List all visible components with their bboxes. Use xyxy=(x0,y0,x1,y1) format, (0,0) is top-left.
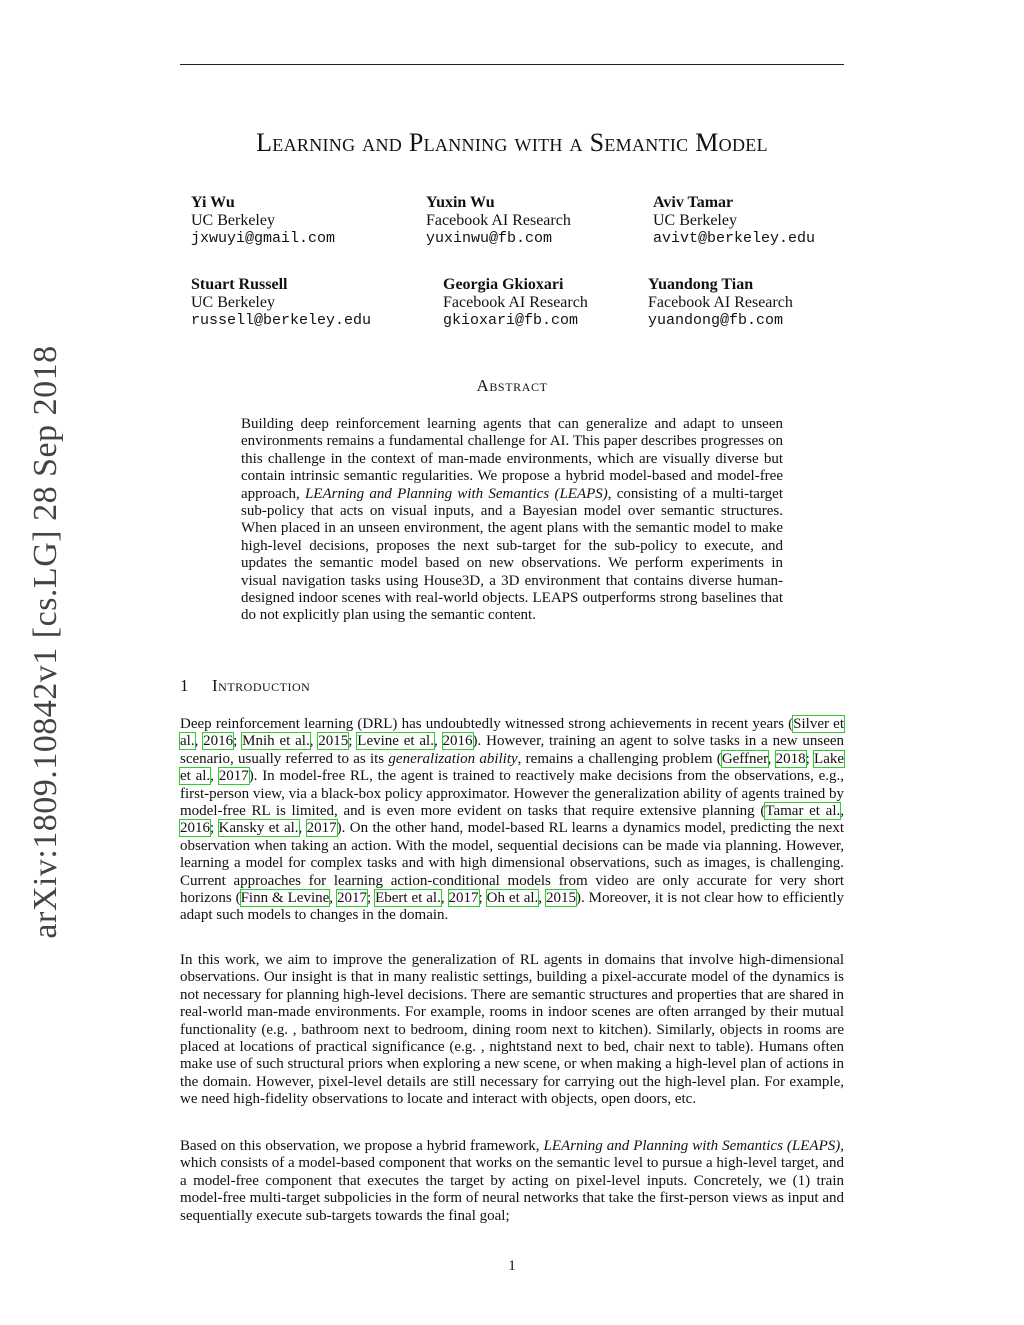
author-affiliation: UC Berkeley xyxy=(191,212,275,229)
citation-separator: ; xyxy=(805,750,815,767)
paragraph-text: ). However, training an agent to solve tasks in a new unseen scenario, usually referred to as its xyxy=(180,733,845,767)
author-block xyxy=(648,276,793,330)
author-block xyxy=(426,194,571,248)
author-name: Yi Wu xyxy=(191,194,235,211)
citation-link[interactable]: 2016 xyxy=(180,820,210,837)
section-number: 1 xyxy=(180,676,189,695)
author-block xyxy=(653,194,815,248)
paragraph: In this work, we aim to improve the generalization of RL agents in domains that involve high-dimensional observations. Our insight is that in many realistic settings, building a pixel-accurate model of the dynamics is not necessary for planning high-level decisions. There are semantic structures and properties that are shared in real-world man-made environments. For example, rooms in indoor scenes are often arranged by their mutual functionality (e.g. , bathroom next to bedroom, dining room next to kitchen). Similarly, objects in rooms are placed at locations of practical significance (e.g. , nightstand next to bed, chair next to table). Humans often make use of such structural priors when exploring a new scene, or when making a high-level plan of actions in the domain. However, pixel-level details are still necessary for carrying out the high-level plan. For example, we need high-fidelity observations to locate and interact with objects, open doors, etc. xyxy=(180,952,844,1108)
author-affiliation: Facebook AI Research xyxy=(426,212,571,229)
citation-link[interactable]: Tamar et al. xyxy=(765,803,841,820)
abstract-heading: Abstract xyxy=(476,376,548,395)
paragraph-text: ). Moreover, it is not clear how to efficiently adapt such models to changes in the domain. xyxy=(180,890,844,924)
top-rule xyxy=(180,64,844,65)
abstract-body xyxy=(241,416,783,625)
author-affiliation: Facebook AI Research xyxy=(443,294,588,311)
author-email[interactable]: russell@berkeley.edu xyxy=(191,312,372,329)
author-email[interactable]: yuandong@fb.com xyxy=(648,312,784,329)
citation-link[interactable]: 2017 xyxy=(448,890,479,907)
citation-link[interactable]: 2017 xyxy=(218,768,249,785)
citation-link[interactable]: Oh et al. xyxy=(486,890,539,907)
author-email[interactable]: gkioxari@fb.com xyxy=(443,312,579,329)
author-block xyxy=(443,276,588,330)
citation-link[interactable]: Lake et al. xyxy=(180,750,845,785)
citation-separator: ; xyxy=(366,890,376,907)
author-email[interactable]: jxwuyi@gmail.com xyxy=(191,230,336,247)
section-title: Introduction xyxy=(212,676,311,695)
citation-link[interactable]: 2015 xyxy=(545,890,576,907)
citation-link[interactable]: Levine et al. xyxy=(357,733,434,750)
paragraph-text: , which consists of a model-based component that works on the semantic level to pursue a high-level target, and a model-free component that executes the target by acting on pixel-level inputs. Concretely, we (1) train model-free multi-target subpolicies in the form of neural networks that take the first-person views as input and sequentially execute sub-targets towards the final goal; xyxy=(180,1138,844,1224)
abstract-method-name: LEArning and Planning with Semantics (LEAPS) xyxy=(304,485,608,502)
author-affiliation: UC Berkeley xyxy=(191,294,275,311)
section-heading xyxy=(180,676,310,696)
citation-link[interactable]: 2016 xyxy=(442,733,473,750)
emphasis-text: LEArning and Planning with Semantics (LEAPS) xyxy=(543,1138,841,1154)
paragraph-text: Deep reinforcement learning (DRL) has undoubtedly witnessed strong achievements in recent years ( xyxy=(180,716,794,732)
author-email[interactable]: yuxinwu@fb.com xyxy=(426,230,553,247)
abstract-text: Building deep reinforcement learning agents that can generalize and adapt to unseen environments remains a fundamental challenge for AI. This paper describes progresses on this challenge in the context of man-made environments, which are visually diverse but contain intrinsic semantic regularities. We propose a hybrid model-based and model-free approach, xyxy=(241,416,783,502)
abstract-text: , consisting of a multi-target sub-policy that acts on visual inputs, and a Bayesian model over semantic structures. When placed in an unseen environment, the agent plans with the semantic model to make high-level decisions, proposes the next sub-target for the sub-policy to execute, and updates the semantic model based on new observations. We perform experiments in visual navigation tasks using House3D, a 3D environment that contains diverse human-designed indoor scenes with real-world objects. LEAPS outperforms strong baselines that do not explicitly plan using the semantic content. xyxy=(241,485,783,624)
citation-link[interactable]: Ebert et al. xyxy=(375,890,441,907)
citation-link[interactable]: Kansky et al. xyxy=(218,820,299,837)
author-email[interactable]: avivt@berkeley.edu xyxy=(653,230,816,247)
citation-link[interactable]: 2015 xyxy=(318,733,349,750)
paragraph xyxy=(180,1138,844,1225)
author-affiliation: Facebook AI Research xyxy=(648,294,793,311)
author-name: Yuandong Tian xyxy=(648,276,754,293)
author-name: Aviv Tamar xyxy=(653,194,734,211)
author-block xyxy=(191,194,335,248)
citation-link[interactable]: Finn & Levine xyxy=(240,890,330,907)
citation-separator: ; xyxy=(233,733,243,750)
author-name: Yuxin Wu xyxy=(426,194,495,211)
paragraph-text: ). On the other hand, model-based RL learns a dynamics model, predicting the next observation when taking an action. With the model, sequential decisions can be made via planning. However, learning a model for complex tasks and with high dimensional observations, such as images, is challenging. Current approaches for learning action-conditional models from video are only accurate for very short horizons ( xyxy=(180,820,844,907)
author-name: Georgia Gkioxari xyxy=(443,276,564,293)
citation-link[interactable]: 2017 xyxy=(336,890,367,907)
citation-link[interactable]: 2018 xyxy=(775,750,806,767)
emphasis-text: generalization ability xyxy=(388,750,518,767)
page-number: 1 xyxy=(508,1258,516,1274)
paragraph: Deep reinforcement learning (DRL) has undoubtedly witnessed strong achievements in recent years (Silver et al., 2016; Mnih et al., 2015; Levine et al., 2016). However, training an agent to solve tasks in a new unseen scenario, usually referred to as its generalization ability, remains a challenging problem (Geffner, 2018; Lake et al., 2017). In model-free RL, the agent is trained to reactively make decisions from the observations, e.g., first-person view, via a black-box policy approximator. However the generalization ability of agents trained by model-free RL is limited, and is even more evident on tasks that require extensive planning (Tamar et al., 2016; Kansky et al., 2017). On the other hand, model-based RL learns a dynamics model, predicting the next observation when taking an action. With the model, sequential decisions can be made via planning. However, learning a model for complex tasks and with high dimensional observations, such as images, is challenging. Current approaches for learning action-conditional models from video are only accurate for very short horizons (Finn & Levine, 2017; Ebert et al., 2017; Oh et al., 2015). Moreover, it is not clear how to efficiently adapt such models to changes in the domain. xyxy=(180,716,845,924)
citation-link[interactable]: Mnih et al. xyxy=(242,733,310,750)
citation-link[interactable]: 2017 xyxy=(306,820,337,837)
paragraph-text: ). In model-free RL, the agent is trained to reactively make decisions from the observations, e.g., first-person view, via a black-box policy approximator. However the generalization ability of agents trained by model-free RL is limited, and is even more evident on tasks that require extensive planning ( xyxy=(180,768,845,820)
citation-separator: ; xyxy=(348,733,358,750)
citation-link[interactable]: Silver et al. xyxy=(180,716,844,750)
paper-title: Learning and Planning with a Semantic Model xyxy=(256,128,768,157)
author-name: Stuart Russell xyxy=(191,276,288,293)
arxiv-side-label: arXiv:1809.10842v1 [cs.LG] 28 Sep 2018 xyxy=(27,345,64,939)
paragraph-text: , remains a challenging problem ( xyxy=(517,750,722,767)
author-block xyxy=(191,276,371,330)
author-affiliation: UC Berkeley xyxy=(653,212,737,229)
citation-separator: ; xyxy=(478,890,487,907)
citation-link[interactable]: Geffner xyxy=(721,750,768,767)
citation-separator: ; xyxy=(210,820,219,837)
paragraph-text: Based on this observation, we propose a hybrid framework, xyxy=(180,1138,544,1154)
citation-link[interactable]: 2016 xyxy=(203,733,234,750)
